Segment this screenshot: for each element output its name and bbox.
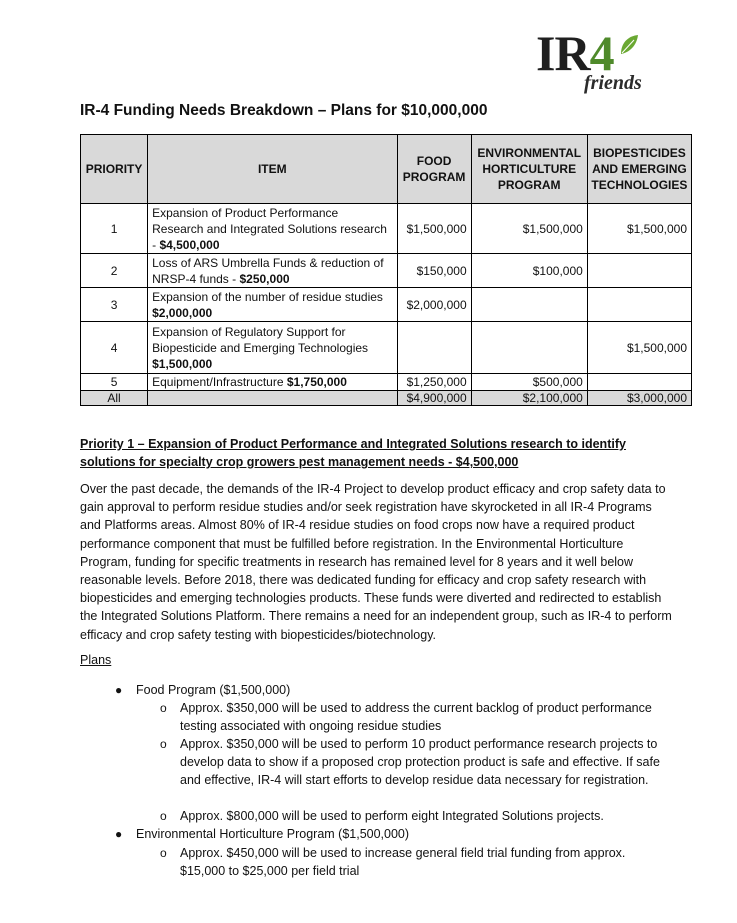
item-cell: Expansion of the number of residue studies $2,000,000 [148,288,397,322]
total-env: $2,100,000 [471,391,587,406]
bullet-icon: ● [115,827,123,841]
logo-wordmark: IR4 [536,25,614,81]
env-amount [471,288,587,322]
food-amount [397,322,471,374]
table-row [81,204,692,254]
total-label: All [81,391,148,406]
table-row [81,254,692,288]
env-amount: $100,000 [471,254,587,288]
header-priority: PRIORITY [81,135,148,204]
header-item: ITEM [148,135,397,204]
total-food: $4,900,000 [397,391,471,406]
food-amount: $1,250,000 [397,374,471,391]
item-cell: Loss of ARS Umbrella Funds & reduction of NRSP-4 funds - $250,000 [148,254,397,288]
ir4-friends-logo [532,25,662,96]
env-amount [471,322,587,374]
plan-item: Approx. $350,000 will be used to address the current backlog of product performance testing associated with ongoing residue studies [180,701,652,734]
total-item-cell [148,391,397,406]
table-row [81,322,692,374]
funding-table [80,134,692,406]
priority-cell: 2 [81,254,148,288]
food-amount: $2,000,000 [397,288,471,322]
leaf-icon [619,34,639,56]
circle-bullet-icon: o [160,701,167,715]
priority-cell: 4 [81,322,148,374]
table-row [81,374,692,391]
logo-subtitle: friends [584,72,642,94]
plan-item: Approx. $350,000 will be used to perform 10 product performance research projects to develop data to show if a proposed crop protection product is safe and effective. If safe and effective, IR-4 will start efforts to develop residue data necessary for registration. [180,737,660,788]
circle-bullet-icon: o [160,809,167,823]
header-biopesticides: BIOPESTICIDES AND EMERGING TECHNOLOGIES [587,135,691,204]
total-row [81,391,692,406]
header-env-horticulture: ENVIRONMENTAL HORTICULTURE PROGRAM [471,135,587,204]
circle-bullet-icon: o [160,737,167,751]
food-amount: $1,500,000 [397,204,471,254]
priority1-heading: Priority 1 – Expansion of Product Performance and Integrated Solutions research to identify solutions for specialty crop growers pest management needs - $4,500,000 [80,437,626,469]
plan-group-title: Food Program ($1,500,000) [136,683,291,697]
item-cell: Expansion of Regulatory Support for Biopesticide and Emerging Technologies $1,500,000 [148,322,397,374]
item-cell: Equipment/Infrastructure $1,750,000 [148,374,397,391]
food-amount: $150,000 [397,254,471,288]
bio-amount [587,374,691,391]
header-food-program: FOOD PROGRAM [397,135,471,204]
circle-bullet-icon: o [160,846,167,860]
plans-label: Plans [80,653,112,667]
priority-cell: 3 [81,288,148,322]
document-title: IR-4 Funding Needs Breakdown – Plans for $10,000,000 [80,102,488,119]
table-row [81,288,692,322]
plan-group-title: Environmental Horticulture Program ($1,500,000) [136,827,410,841]
bio-amount: $1,500,000 [587,322,691,374]
plan-item: Approx. $800,000 will be used to perform eight Integrated Solutions projects. [180,809,604,823]
bio-amount: $1,500,000 [587,204,691,254]
priority1-paragraph: Over the past decade, the demands of the IR-4 Project to develop product efficacy and crop safety data to gain approval to perform residue studies and/or seek registration have skyrocketed in all IR-4 Programs and Platforms areas. Almost 80% of IR-4 residue studies on food crops now have a required product performance component that must be fulfilled before registration. In the Environmental Horticulture Program, funding for specific treatments in research has remained level for 8 years and it well below reasonable levels. Before 2018, there was dedicated funding for efficacy and crop safety research with biopesticides and emerging technologies products. These funds were diverted and redirected to establish the Integrated Solutions Platform. There remains a need for an independent group, such as IR-4 to perform efficacy and crop safety testing with biopesticides/biotechnology. [80,482,672,642]
priority-cell: 1 [81,204,148,254]
env-amount: $500,000 [471,374,587,391]
bullet-icon: ● [115,683,123,697]
env-amount: $1,500,000 [471,204,587,254]
bio-amount [587,288,691,322]
bio-amount [587,254,691,288]
total-bio: $3,000,000 [587,391,691,406]
plan-item: Approx. $450,000 will be used to increase general field trial funding from approx. $15,000 to $25,000 per field trial [180,846,626,879]
priority-cell: 5 [81,374,148,391]
item-cell: Expansion of Product Performance Research and Integrated Solutions research - $4,500,000 [148,204,397,254]
